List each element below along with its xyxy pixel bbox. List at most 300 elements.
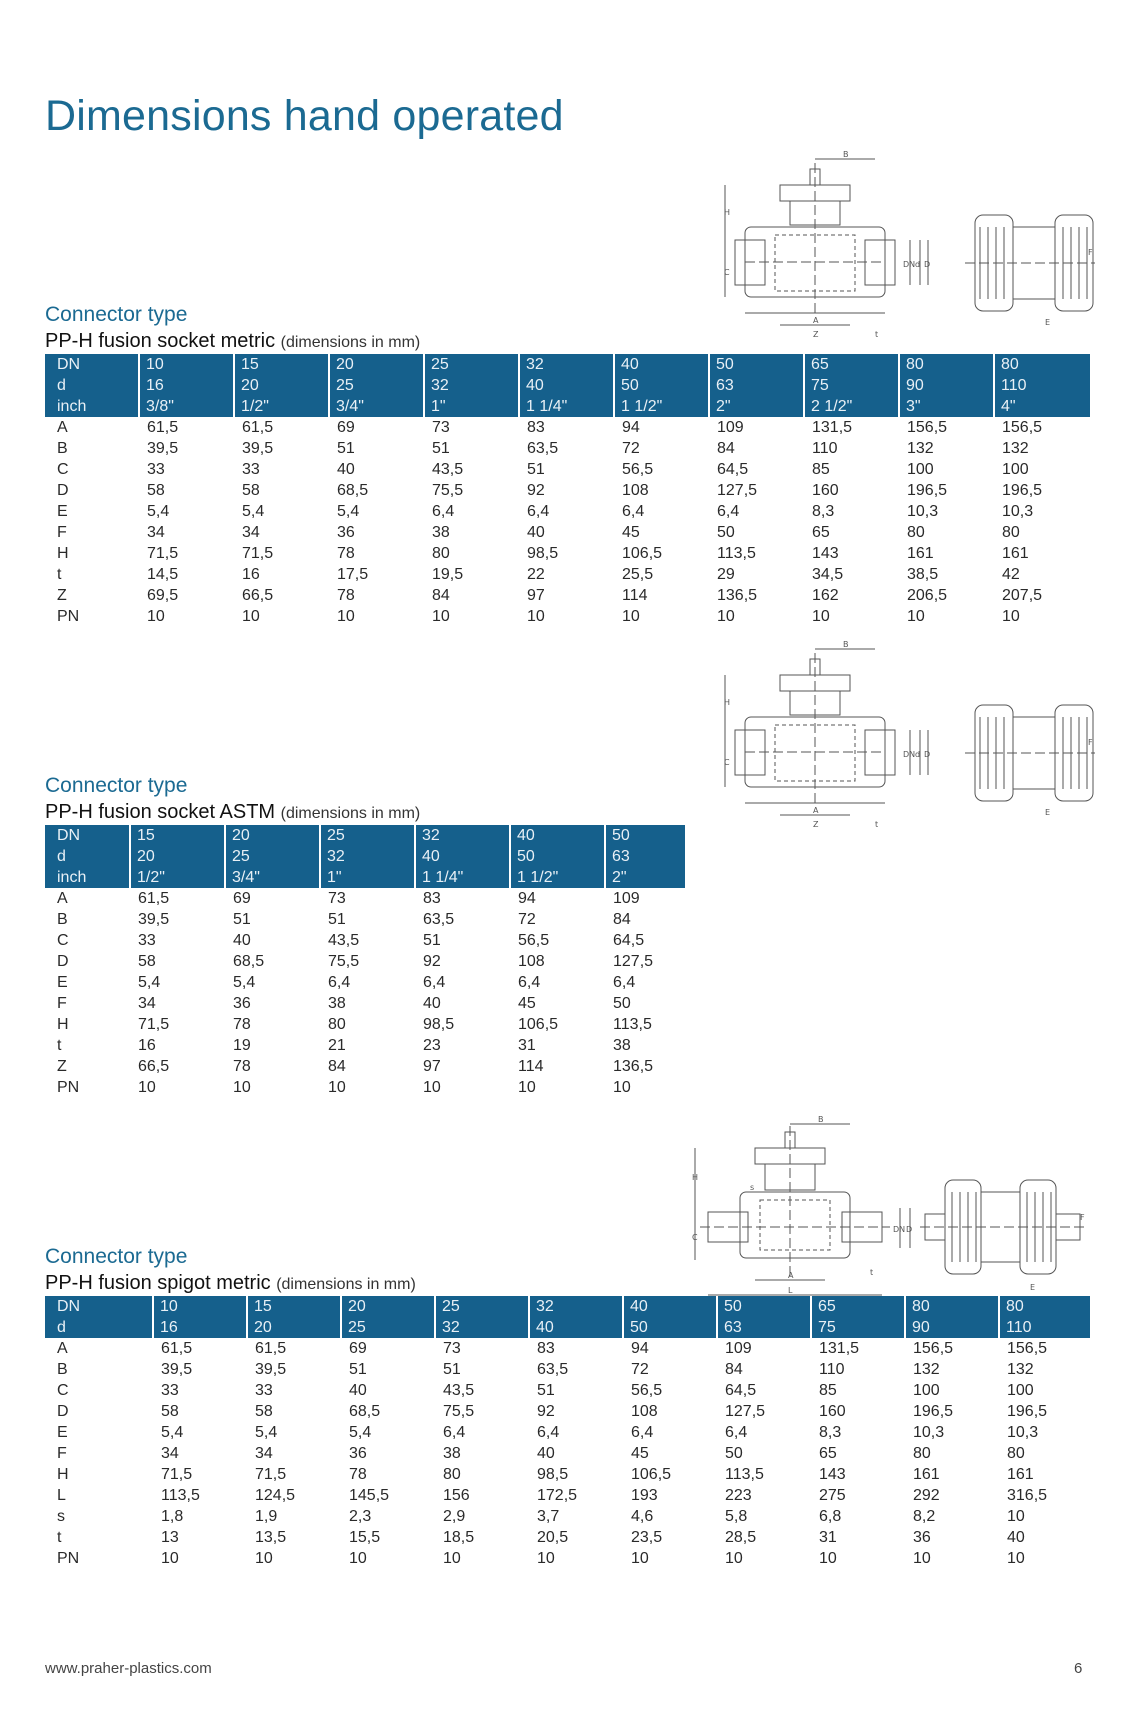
value-cell: 75,5 — [328, 953, 360, 970]
drawing-label: A — [788, 1271, 794, 1280]
connector-type-label: Connector type — [45, 303, 188, 326]
value-cell: 100 — [907, 461, 934, 478]
value-cell: 51 — [328, 911, 346, 928]
unit-note: (dimensions in mm) — [276, 1276, 416, 1293]
value-cell: 58 — [161, 1403, 179, 1420]
value-cell: 71,5 — [138, 1016, 170, 1033]
header-cell: 1 1/2" — [510, 867, 605, 888]
drawing-label: F — [1080, 1213, 1085, 1222]
row-label-cell: H — [57, 1016, 69, 1033]
value-cell: 40 — [233, 932, 251, 949]
header-row — [45, 825, 685, 846]
header-cell: 50 — [614, 375, 709, 396]
value-cell: 196,5 — [1007, 1403, 1048, 1420]
value-cell: 5,4 — [147, 503, 170, 520]
value-cell: 4,6 — [631, 1508, 654, 1525]
valve-drawing-socket-1 — [724, 150, 1095, 345]
subtitle-text: PP-H fusion socket ASTM — [45, 801, 276, 823]
footer-url: www.praher-plastics.com — [45, 1660, 212, 1677]
value-cell: 6,4 — [518, 974, 541, 991]
header-cell: 1/2" — [130, 867, 225, 888]
value-cell: 38,5 — [907, 566, 939, 583]
value-cell: 97 — [423, 1058, 441, 1075]
drawing-label: D — [906, 1225, 913, 1234]
value-cell: 172,5 — [537, 1487, 578, 1504]
header-row — [45, 396, 1090, 417]
drawing-label: E — [1045, 318, 1051, 327]
value-cell: 68,5 — [233, 953, 265, 970]
value-cell: 84 — [725, 1361, 743, 1378]
header-cell: 25 — [341, 1317, 435, 1338]
value-cell: 64,5 — [717, 461, 749, 478]
value-cell: 196,5 — [907, 482, 948, 499]
valve-drawing-spigot — [690, 1115, 1090, 1305]
value-cell: 85 — [812, 461, 830, 478]
header-cell: 20 — [341, 1296, 435, 1317]
value-cell: 63,5 — [423, 911, 455, 928]
value-cell: 10 — [631, 1550, 649, 1567]
value-cell: 66,5 — [242, 587, 274, 604]
row-label-cell: B — [57, 440, 68, 457]
header-cell: 90 — [899, 375, 994, 396]
value-cell: 6,4 — [527, 503, 550, 520]
value-cell: 143 — [819, 1466, 846, 1483]
header-cell: 20 — [329, 354, 424, 375]
value-cell: 156,5 — [1007, 1340, 1048, 1357]
value-cell: 34 — [242, 524, 260, 541]
drawing-label: d — [915, 260, 921, 269]
value-cell: 36 — [233, 995, 251, 1012]
value-cell: 98,5 — [527, 545, 559, 562]
value-cell: 106,5 — [631, 1466, 672, 1483]
value-cell: 45 — [518, 995, 536, 1012]
row-label-cell: C — [57, 932, 69, 949]
value-cell: 6,4 — [328, 974, 351, 991]
value-cell: 131,5 — [812, 419, 853, 436]
row-label-cell: F — [57, 995, 67, 1012]
table-row — [45, 1527, 1090, 1548]
header-cell: 25 — [424, 354, 519, 375]
header-cell: 32 — [435, 1317, 529, 1338]
drawing-label: DN — [893, 1225, 906, 1234]
value-cell: 136,5 — [717, 587, 758, 604]
row-label-cell: A — [57, 890, 68, 907]
row-label-cell: PN — [57, 1079, 80, 1096]
drawing-label: C — [724, 268, 730, 277]
value-cell: 61,5 — [242, 419, 274, 436]
header-cell: 110 — [994, 375, 1090, 396]
row-label-cell: H — [57, 545, 69, 562]
value-cell: 80 — [1007, 1445, 1025, 1462]
value-cell: 40 — [349, 1382, 367, 1399]
value-cell: 10 — [161, 1550, 179, 1567]
value-cell: 50 — [613, 995, 631, 1012]
table-row — [45, 1422, 1090, 1443]
header-cell: 65 — [811, 1296, 905, 1317]
value-cell: 161 — [907, 545, 934, 562]
value-cell: 10 — [907, 608, 925, 625]
page-title: Dimensions hand operated — [45, 92, 564, 140]
value-cell: 72 — [631, 1361, 649, 1378]
row-label-cell: B — [57, 911, 68, 928]
value-cell: 145,5 — [349, 1487, 390, 1504]
value-cell: 69 — [349, 1340, 367, 1357]
value-cell: 10 — [819, 1550, 837, 1567]
value-cell: 66,5 — [138, 1058, 170, 1075]
value-cell: 80 — [443, 1466, 461, 1483]
value-cell: 143 — [812, 545, 839, 562]
value-cell: 196,5 — [1002, 482, 1043, 499]
table-row — [45, 1443, 1090, 1464]
value-cell: 113,5 — [725, 1466, 764, 1483]
value-cell: 10 — [255, 1550, 273, 1567]
value-cell: 160 — [812, 482, 839, 499]
value-cell: 132 — [1002, 440, 1029, 457]
value-cell: 34 — [147, 524, 165, 541]
value-cell: 10 — [138, 1079, 156, 1096]
value-cell: 2,3 — [349, 1508, 372, 1525]
value-cell: 51 — [423, 932, 441, 949]
value-cell: 10 — [725, 1550, 743, 1567]
header-cell: 1 1/4" — [519, 396, 614, 417]
value-cell: 38 — [443, 1445, 461, 1462]
value-cell: 45 — [631, 1445, 649, 1462]
table-row — [45, 1035, 685, 1056]
subtitle-text: PP-H fusion socket metric — [45, 330, 276, 352]
value-cell: 85 — [819, 1382, 837, 1399]
value-cell: 92 — [423, 953, 441, 970]
drawing-label: DN — [903, 260, 916, 269]
value-cell: 80 — [328, 1016, 346, 1033]
value-cell: 63,5 — [537, 1361, 569, 1378]
value-cell: 10 — [328, 1079, 346, 1096]
table-row — [45, 1077, 685, 1098]
header-cell: 16 — [139, 375, 234, 396]
value-cell: 132 — [913, 1361, 940, 1378]
header-label-cell: inch — [45, 867, 130, 888]
value-cell: 69,5 — [147, 587, 179, 604]
value-cell: 14,5 — [147, 566, 179, 583]
dimension-table-spigot-metric — [45, 1296, 1090, 1569]
value-cell: 10,3 — [913, 1424, 945, 1441]
value-cell: 51 — [432, 440, 450, 457]
subtitle-text: PP-H fusion spigot metric — [45, 1272, 271, 1294]
value-cell: 18,5 — [443, 1529, 475, 1546]
value-cell: 5,4 — [233, 974, 256, 991]
header-cell: 110 — [999, 1317, 1090, 1338]
value-cell: 51 — [233, 911, 251, 928]
value-cell: 206,5 — [907, 587, 948, 604]
header-cell: 50 — [510, 846, 605, 867]
value-cell: 58 — [138, 953, 156, 970]
header-cell: 16 — [153, 1317, 247, 1338]
row-label-cell: E — [57, 1424, 68, 1441]
row-label-cell: C — [57, 461, 69, 478]
value-cell: 6,4 — [432, 503, 455, 520]
value-cell: 33 — [138, 932, 156, 949]
value-cell: 38 — [328, 995, 346, 1012]
value-cell: 161 — [1002, 545, 1029, 562]
row-label-cell: s — [57, 1508, 65, 1525]
value-cell: 51 — [527, 461, 545, 478]
value-cell: 17,5 — [337, 566, 369, 583]
value-cell: 61,5 — [255, 1340, 287, 1357]
header-cell: 80 — [994, 354, 1090, 375]
value-cell: 39,5 — [242, 440, 274, 457]
drawing-label: d — [915, 750, 921, 759]
header-cell: 1" — [424, 396, 519, 417]
value-cell: 94 — [622, 419, 640, 436]
value-cell: 132 — [1007, 1361, 1034, 1378]
unit-note: (dimensions in mm) — [280, 805, 421, 822]
section-socket-astm — [45, 773, 685, 1098]
value-cell: 5,4 — [255, 1424, 278, 1441]
value-cell: 31 — [819, 1529, 837, 1546]
header-cell: 75 — [804, 375, 899, 396]
table-row — [45, 459, 1090, 480]
header-row — [45, 1317, 1090, 1338]
value-cell: 156,5 — [913, 1340, 954, 1357]
value-cell: 8,2 — [913, 1508, 936, 1525]
value-cell: 39,5 — [138, 911, 170, 928]
header-cell: 90 — [905, 1317, 999, 1338]
valve-drawing-socket-2 — [724, 640, 1095, 835]
header-cell: 10 — [153, 1296, 247, 1317]
header-cell: 40 — [510, 825, 605, 846]
row-label-cell: D — [57, 482, 69, 499]
value-cell: 72 — [622, 440, 640, 457]
row-label-cell: H — [57, 1466, 69, 1483]
drawing-label: B — [843, 150, 849, 159]
drawing-label: t — [875, 820, 879, 829]
header-cell: 3/4" — [225, 867, 320, 888]
value-cell: 71,5 — [255, 1466, 287, 1483]
header-row — [45, 846, 685, 867]
header-cell: 2 1/2" — [804, 396, 899, 417]
table-row — [45, 417, 1090, 438]
drawing-label: F — [1088, 738, 1093, 747]
value-cell: 100 — [913, 1382, 940, 1399]
value-cell: 58 — [255, 1403, 273, 1420]
header-cell: 1/2" — [234, 396, 329, 417]
header-cell: 4" — [994, 396, 1090, 417]
drawing-label: s — [750, 1183, 755, 1192]
row-label-cell: A — [57, 419, 68, 436]
header-label-cell: d — [45, 1317, 153, 1338]
drawing-label: F — [1088, 248, 1093, 257]
drawing-label: B — [818, 1115, 824, 1124]
section-socket-metric — [45, 302, 1090, 627]
value-cell: 20,5 — [537, 1529, 569, 1546]
header-cell: 15 — [247, 1296, 341, 1317]
value-cell: 6,4 — [613, 974, 636, 991]
drawing-label: Z — [813, 330, 819, 339]
row-label-cell: D — [57, 953, 69, 970]
value-cell: 10 — [518, 1079, 536, 1096]
value-cell: 45 — [622, 524, 640, 541]
value-cell: 132 — [907, 440, 934, 457]
value-cell: 71,5 — [161, 1466, 193, 1483]
header-cell: 40 — [614, 354, 709, 375]
value-cell: 84 — [613, 911, 631, 928]
value-cell: 83 — [423, 890, 441, 907]
value-cell: 65 — [812, 524, 830, 541]
value-cell: 29 — [717, 566, 735, 583]
value-cell: 33 — [161, 1382, 179, 1399]
value-cell: 68,5 — [349, 1403, 381, 1420]
table-row — [45, 585, 1090, 606]
value-cell: 15,5 — [349, 1529, 381, 1546]
header-label-cell: DN — [45, 1296, 153, 1317]
value-cell: 78 — [337, 587, 355, 604]
value-cell: 10 — [527, 608, 545, 625]
value-cell: 33 — [147, 461, 165, 478]
header-cell: 50 — [709, 354, 804, 375]
row-label-cell: t — [57, 1037, 62, 1054]
table-row — [45, 1380, 1090, 1401]
drawing-label: H — [724, 208, 731, 217]
value-cell: 5,8 — [725, 1508, 748, 1525]
value-cell: 156 — [443, 1487, 470, 1504]
header-cell: 20 — [225, 825, 320, 846]
drawing-label: DN — [903, 750, 916, 759]
table-row — [45, 909, 685, 930]
table-row — [45, 606, 1090, 627]
value-cell: 6,4 — [537, 1424, 560, 1441]
value-cell: 10 — [913, 1550, 931, 1567]
header-cell: 20 — [247, 1317, 341, 1338]
value-cell: 10,3 — [1007, 1424, 1039, 1441]
value-cell: 69 — [337, 419, 355, 436]
unit-note: (dimensions in mm) — [280, 334, 421, 351]
value-cell: 19,5 — [432, 566, 464, 583]
value-cell: 36 — [349, 1445, 367, 1462]
value-cell: 16 — [138, 1037, 156, 1054]
value-cell: 38 — [432, 524, 450, 541]
row-label-cell: F — [57, 524, 67, 541]
value-cell: 292 — [913, 1487, 940, 1504]
value-cell: 1,9 — [255, 1508, 278, 1525]
header-label-cell: inch — [45, 396, 139, 417]
drawing-label: Z — [813, 820, 819, 829]
value-cell: 40 — [537, 1445, 555, 1462]
header-cell: 1 1/2" — [614, 396, 709, 417]
value-cell: 61,5 — [147, 419, 179, 436]
row-label-cell: t — [57, 566, 62, 583]
value-cell: 73 — [443, 1340, 461, 1357]
table-row — [45, 543, 1090, 564]
drawing-label: t — [870, 1268, 874, 1277]
header-cell: 80 — [905, 1296, 999, 1317]
value-cell: 100 — [1007, 1382, 1034, 1399]
header-cell: 3/8" — [139, 396, 234, 417]
value-cell: 10 — [337, 608, 355, 625]
value-cell: 56,5 — [518, 932, 550, 949]
value-cell: 110 — [819, 1361, 845, 1378]
header-cell: 10 — [139, 354, 234, 375]
value-cell: 6,4 — [717, 503, 740, 520]
value-cell: 106,5 — [622, 545, 663, 562]
header-cell: 15 — [130, 825, 225, 846]
value-cell: 8,3 — [812, 503, 835, 520]
header-cell: 25 — [435, 1296, 529, 1317]
row-label-cell: C — [57, 1382, 69, 1399]
row-label-cell: t — [57, 1529, 62, 1546]
value-cell: 160 — [819, 1403, 846, 1420]
value-cell: 64,5 — [725, 1382, 757, 1399]
table-row — [45, 1338, 1090, 1359]
header-cell: 40 — [415, 846, 510, 867]
value-cell: 78 — [349, 1466, 367, 1483]
value-cell: 6,4 — [423, 974, 446, 991]
value-cell: 36 — [913, 1529, 931, 1546]
value-cell: 69 — [233, 890, 251, 907]
value-cell: 92 — [537, 1403, 555, 1420]
value-cell: 51 — [443, 1361, 461, 1378]
header-cell: 63 — [717, 1317, 811, 1338]
connector-type-label: Connector type — [45, 1245, 188, 1268]
value-cell: 127,5 — [717, 482, 758, 499]
value-cell: 68,5 — [337, 482, 369, 499]
value-cell: 106,5 — [518, 1016, 559, 1033]
row-label-cell: PN — [57, 608, 80, 625]
value-cell: 98,5 — [537, 1466, 569, 1483]
value-cell: 6,4 — [631, 1424, 654, 1441]
header-cell: 25 — [320, 825, 415, 846]
table-row — [45, 1401, 1090, 1422]
header-cell: 32 — [415, 825, 510, 846]
value-cell: 6,8 — [819, 1508, 842, 1525]
value-cell: 34 — [161, 1445, 179, 1462]
value-cell: 75,5 — [443, 1403, 475, 1420]
header-cell: 32 — [519, 354, 614, 375]
value-cell: 84 — [328, 1058, 346, 1075]
value-cell: 114 — [518, 1058, 544, 1075]
table-row — [45, 1359, 1090, 1380]
value-cell: 72 — [518, 911, 536, 928]
header-cell: 32 — [424, 375, 519, 396]
row-label-cell: E — [57, 974, 68, 991]
value-cell: 16 — [242, 566, 260, 583]
header-label-cell: DN — [45, 354, 139, 375]
row-label-cell: F — [57, 1445, 67, 1462]
row-label-cell: E — [57, 503, 68, 520]
value-cell: 98,5 — [423, 1016, 455, 1033]
value-cell: 10 — [1007, 1508, 1025, 1525]
header-row — [45, 354, 1090, 375]
value-cell: 58 — [242, 482, 260, 499]
value-cell: 43,5 — [443, 1382, 475, 1399]
drawing-label: A — [813, 316, 819, 325]
value-cell: 94 — [631, 1340, 649, 1357]
header-row — [45, 867, 685, 888]
drawing-label: H — [724, 698, 731, 707]
value-cell: 25,5 — [622, 566, 654, 583]
header-cell: 25 — [225, 846, 320, 867]
table-row — [45, 1485, 1090, 1506]
value-cell: 10 — [622, 608, 640, 625]
value-cell: 80 — [1002, 524, 1020, 541]
value-cell: 10 — [423, 1079, 441, 1096]
header-cell: 15 — [234, 354, 329, 375]
drawing-label: E — [1030, 1283, 1036, 1292]
value-cell: 5,4 — [161, 1424, 184, 1441]
value-cell: 8,3 — [819, 1424, 842, 1441]
value-cell: 5,4 — [138, 974, 161, 991]
drawing-label: t — [875, 330, 879, 339]
value-cell: 10 — [147, 608, 165, 625]
value-cell: 80 — [432, 545, 450, 562]
